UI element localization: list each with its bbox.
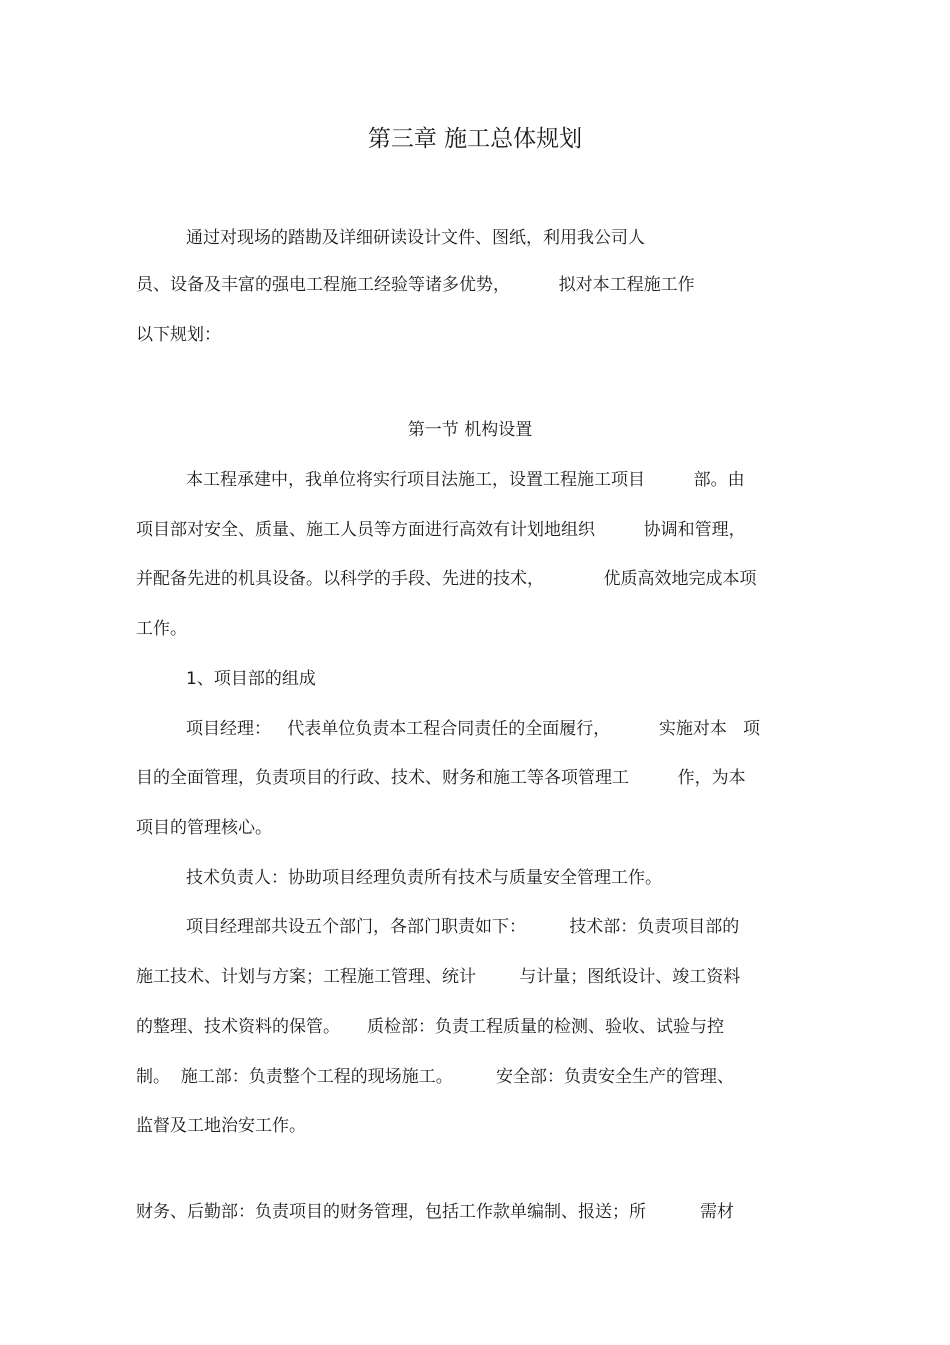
body-line-7: 目的全面管理，负责项目的行政、技术、财务和施工等各项管理工 作，为本 bbox=[136, 768, 746, 788]
body-line-4: 工作。 bbox=[136, 619, 187, 639]
body-line-2: 项目部对安全、质量、施工人员等方面进行高效有计划地组织 协调和管理， bbox=[136, 520, 746, 540]
body-line-8: 项目的管理核心。 bbox=[136, 818, 272, 838]
body-line-6: 项目经理： 代表单位负责本工程合同责任的全面履行， 实施对本 项 bbox=[186, 719, 761, 739]
body-line-13: 制。 施工部：负责整个工程的现场施工。 安全部：负责安全生产的管理、 bbox=[136, 1067, 735, 1087]
body-line-15: 财务、后勤部：负责项目的财务管理，包括工作款单编制、报送；所 需材 bbox=[136, 1202, 735, 1222]
chapter-title: 第三章 施工总体规划 bbox=[367, 126, 583, 152]
body-line-1: 本工程承建中，我单位将实行项目法施工，设置工程施工项目 部。由 bbox=[186, 470, 745, 490]
subheading-project-dept: 1、项目部的组成 bbox=[186, 669, 316, 689]
body-line-12: 的整理、技术资料的保管。 质检部：负责工程质量的检测、验收、试验与控 bbox=[136, 1017, 725, 1037]
body-line-11: 施工技术、计划与方案；工程施工管理、统计 与计量；图纸设计、竣工资料 bbox=[136, 967, 741, 987]
intro-line-2: 员、设备及丰富的强电工程施工经验等诸多优势， 拟对本工程施工作 bbox=[136, 275, 695, 295]
body-line-9: 技术负责人：协助项目经理负责所有技术与质量安全管理工作。 bbox=[186, 868, 662, 888]
body-line-10: 项目经理部共设五个部门，各部门职责如下： 技术部：负责项目部的 bbox=[186, 917, 740, 937]
body-line-3: 并配备先进的机具设备。以科学的手段、先进的技术， 优质高效地完成本项 bbox=[136, 569, 757, 589]
intro-line-3: 以下规划： bbox=[136, 325, 221, 345]
body-line-14: 监督及工地治安工作。 bbox=[136, 1116, 306, 1136]
intro-line-1: 通过对现场的踏勘及详细研读设计文件、图纸，利用我公司人 bbox=[186, 228, 645, 248]
section-title: 第一节 机构设置 bbox=[407, 420, 533, 440]
